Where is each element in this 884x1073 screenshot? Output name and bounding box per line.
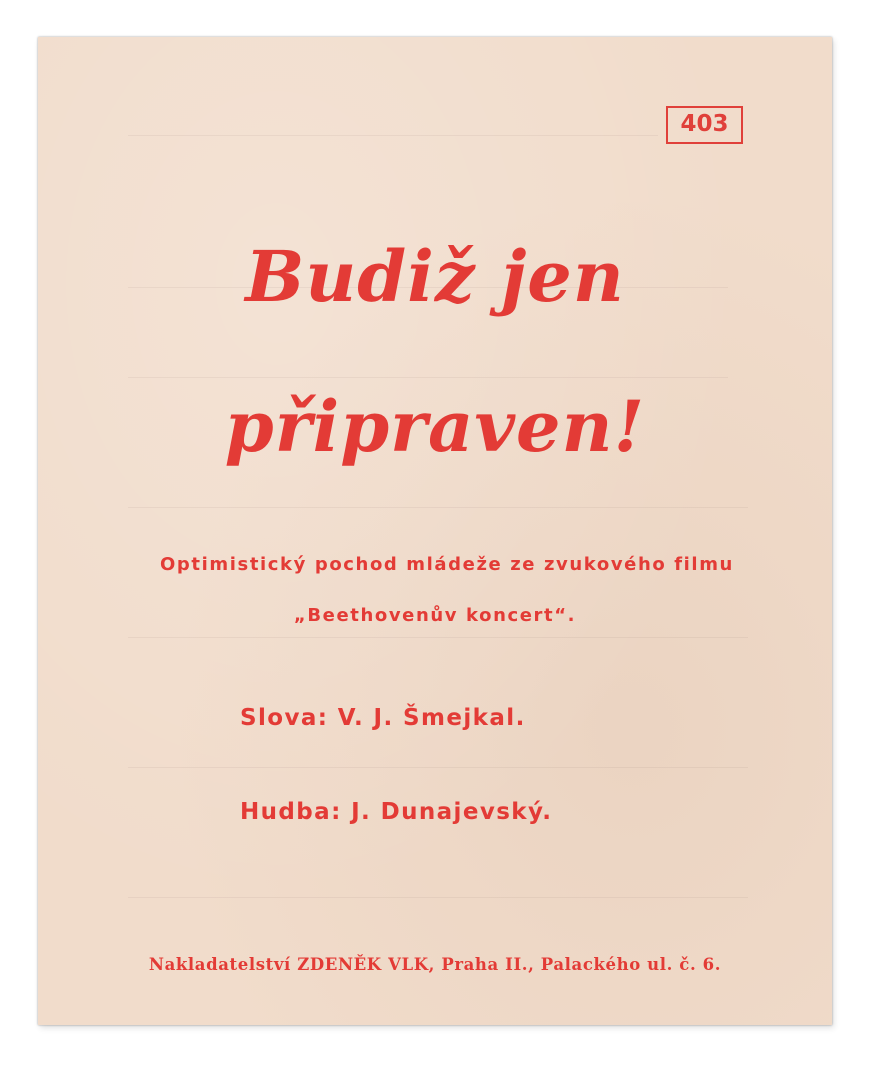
show-through-line bbox=[128, 377, 728, 378]
catalog-number-badge: 403 bbox=[666, 106, 743, 144]
show-through-line bbox=[128, 767, 748, 768]
show-through-line bbox=[128, 637, 748, 638]
show-through-line bbox=[128, 135, 658, 136]
show-through-line bbox=[128, 507, 748, 508]
publisher-line: Nakladatelství ZDENĚK VLK, Praha II., Palackého ul. č. 6. bbox=[148, 955, 722, 974]
show-through-line bbox=[128, 897, 748, 898]
sheet-music-cover bbox=[38, 37, 832, 1025]
lyricist-credit: Slova: V. J. Šmejkal. bbox=[240, 705, 526, 731]
composer-credit: Hudba: J. Dunajevský. bbox=[240, 799, 553, 825]
title-line-2: připraven! bbox=[224, 385, 646, 468]
subtitle-line-1: Optimistický pochod mládeže ze zvukového filmu bbox=[160, 554, 734, 575]
subtitle-line-2: „Beethovenův koncert“. bbox=[293, 605, 577, 626]
title-line-1: Budiž jen bbox=[245, 235, 625, 318]
